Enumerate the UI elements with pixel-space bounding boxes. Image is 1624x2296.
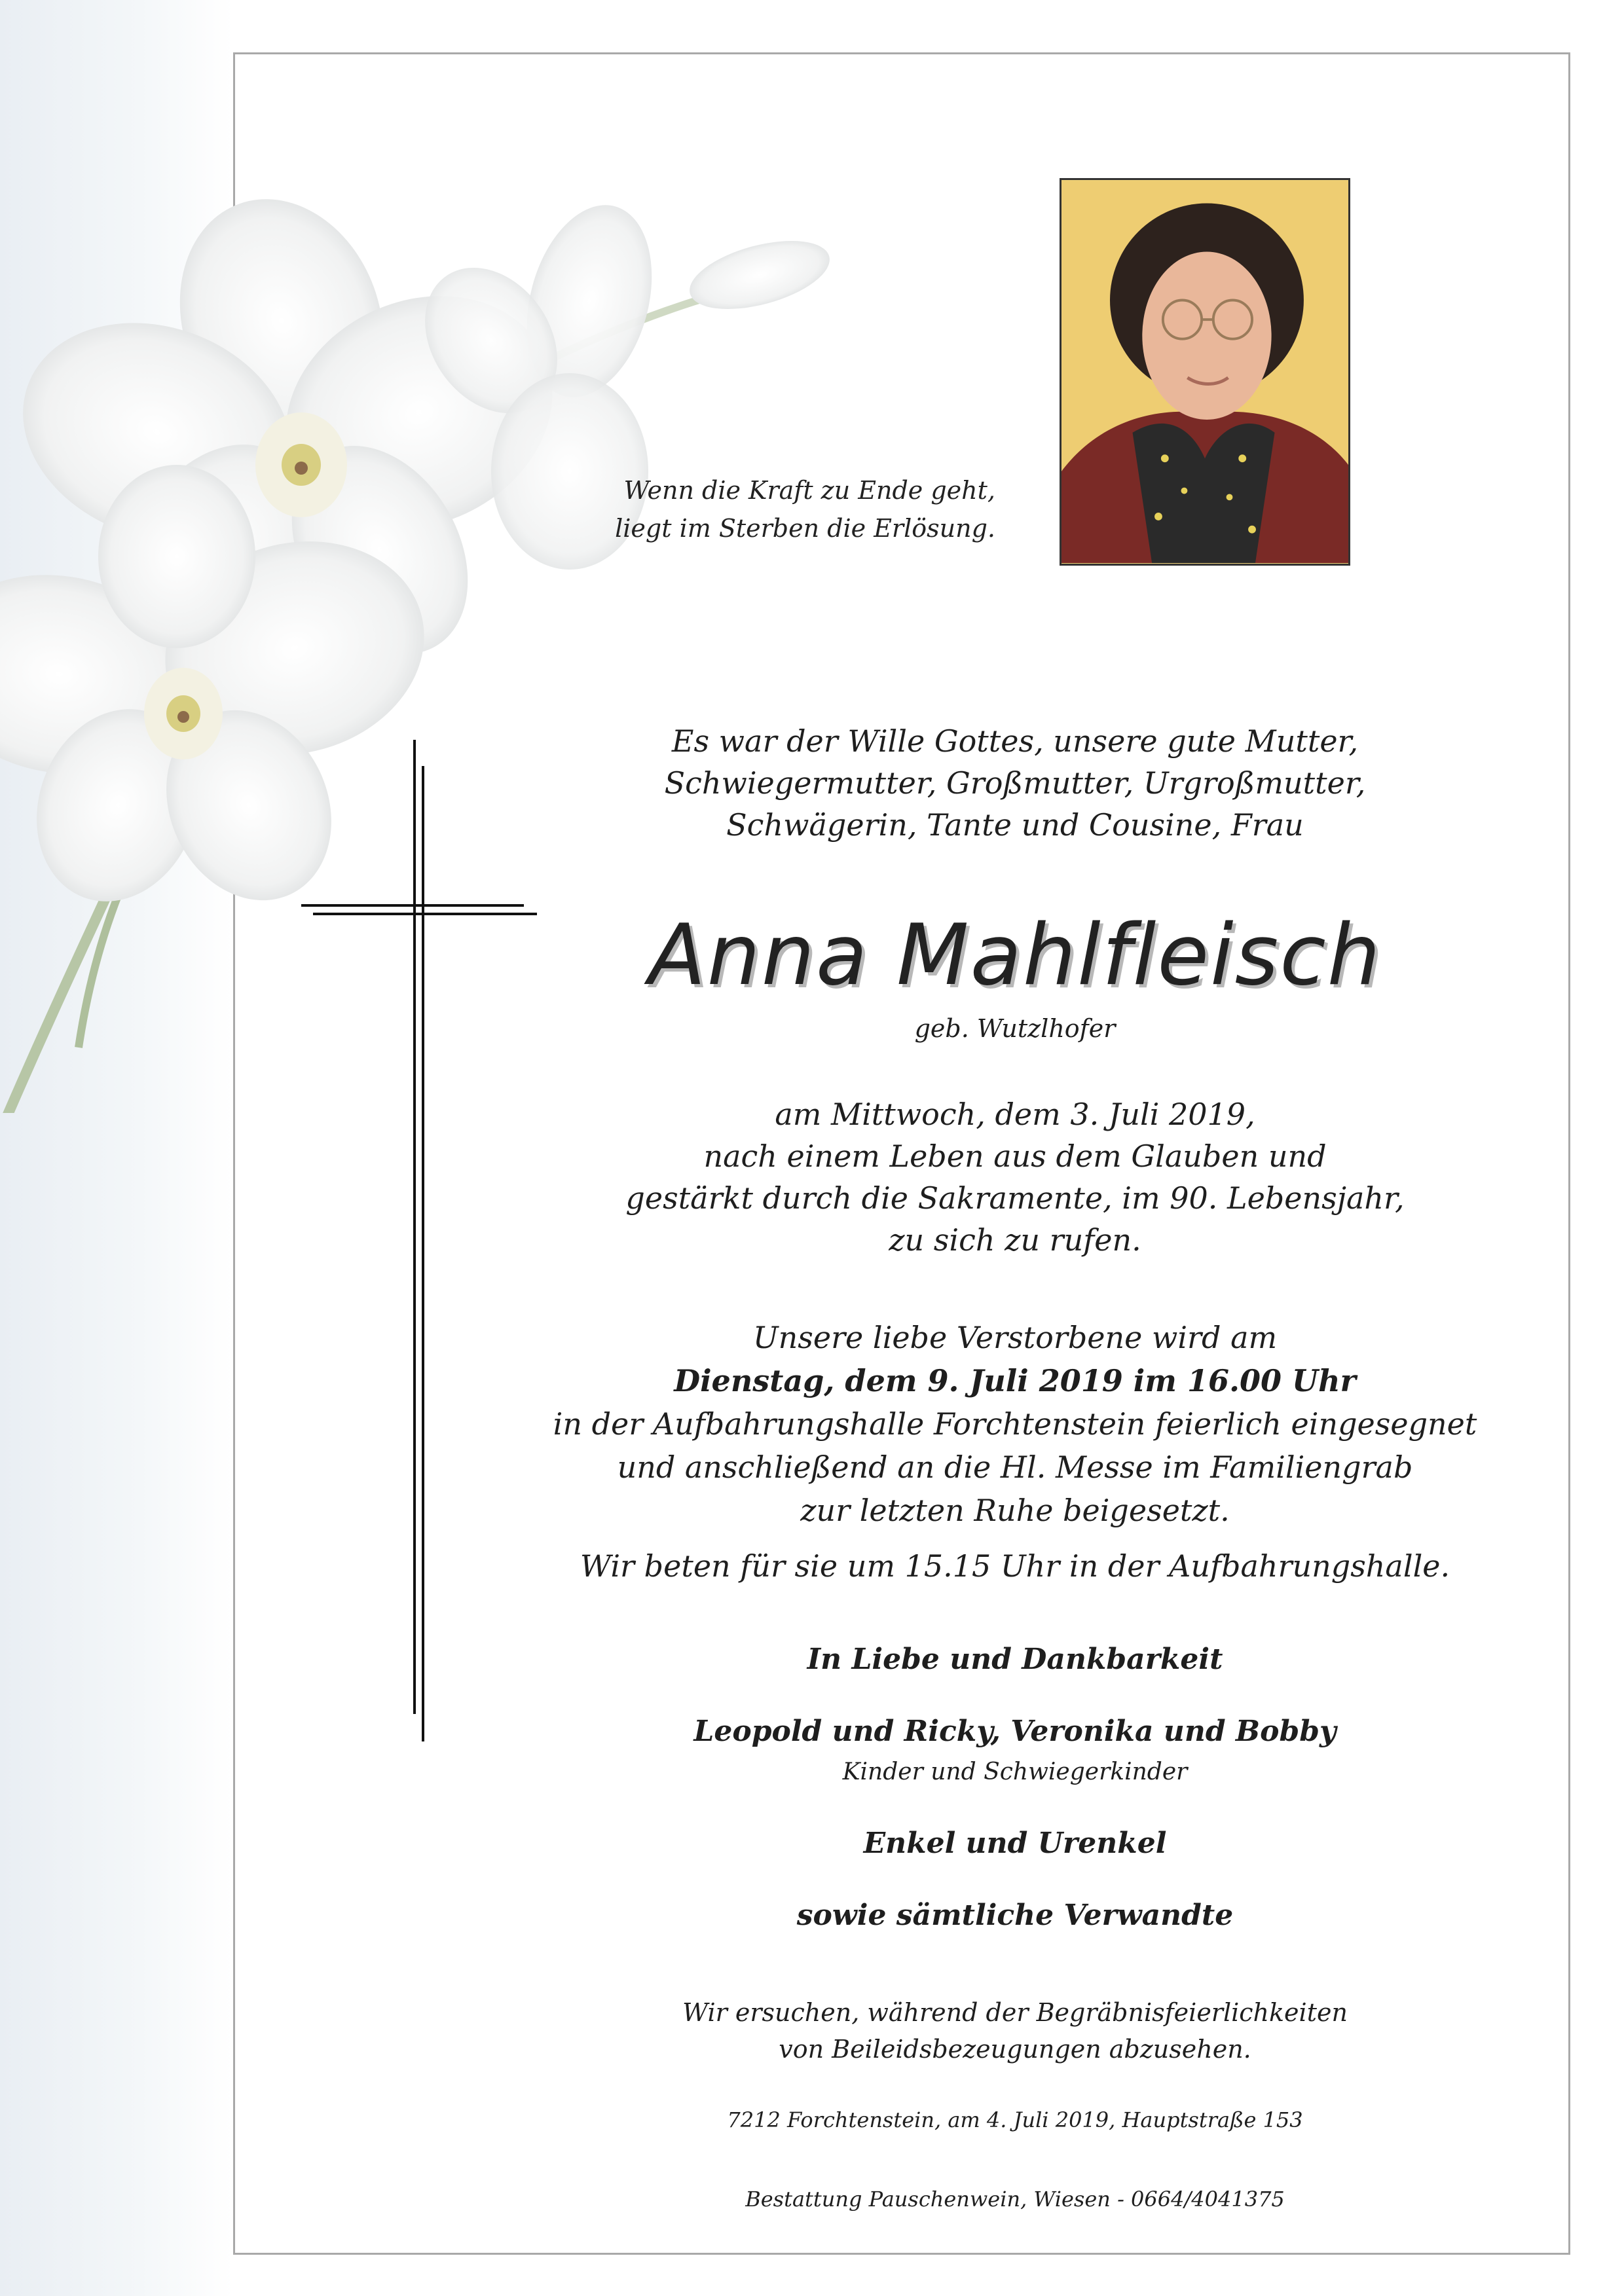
funeral-line: in der Aufbahrungshalle Forchtenstein feierlich eingesegnet	[553, 1406, 1477, 1442]
funeral-details	[550, 1316, 1480, 1532]
motto-line: liegt im Sterben die Erlösung.	[615, 514, 995, 543]
intro-line: Schwiegermutter, Großmutter, Urgroßmutter,	[664, 765, 1366, 801]
funeral-line: und anschließend an die Hl. Messe im Familiengrab	[617, 1449, 1413, 1485]
death-line: gestärkt durch die Sakramente, im 90. Lebensjahr,	[625, 1180, 1405, 1216]
motto-quote	[524, 471, 995, 547]
mourners-children: Leopold und Ricky, Veronika und Bobby	[693, 1715, 1337, 1748]
death-line: am Mittwoch, dem 3. Juli 2019,	[775, 1097, 1255, 1132]
condolence-request	[550, 1994, 1480, 2068]
mourners-relatives: sowie sämtliche Verwandte	[796, 1899, 1234, 1932]
intro-line: Schwägerin, Tante und Cousine, Frau	[726, 807, 1304, 843]
funeral-line: zur letzten Ruhe beigesetzt.	[800, 1493, 1230, 1528]
funeral-line: Unsere liebe Verstorbene wird am	[752, 1320, 1278, 1355]
maiden-name: geb. Wutzlhofer	[914, 1014, 1116, 1043]
gratitude-line: In Liebe und Dankbarkeit	[807, 1643, 1223, 1676]
intro-line: Es war der Wille Gottes, unsere gute Mutter,	[671, 723, 1359, 759]
request-line: von Beileidsbezeugungen abzusehen.	[779, 2035, 1251, 2064]
death-notice	[550, 1093, 1480, 1261]
portrait-photo	[1060, 178, 1350, 566]
death-line: nach einem Leben aus dem Glauben und	[703, 1139, 1327, 1174]
motto-line: Wenn die Kraft zu Ende geht,	[623, 476, 995, 505]
request-line: Wir ersuchen, während der Begräbnisfeierlichkeiten	[682, 1998, 1348, 2027]
mourners-children-relation: Kinder und Schwiegerkinder	[842, 1758, 1188, 1785]
prayer-notice: Wir beten für sie um 15.15 Uhr in der Aufbahrungshalle.	[580, 1548, 1450, 1584]
death-line: zu sich zu rufen.	[889, 1222, 1141, 1258]
undertaker-line: Bestattung Pauschenwein, Wiesen - 0664/4041375	[745, 2187, 1285, 2212]
funeral-date: Dienstag, dem 9. Juli 2019 im 16.00 Uhr	[674, 1363, 1356, 1398]
portrait-photo-icon	[1061, 180, 1348, 564]
announcement-intro	[550, 720, 1480, 846]
deceased-name: Anna Mahlfleisch	[648, 907, 1382, 1004]
cross-icon	[301, 740, 550, 1741]
address-line: 7212 Forchtenstein, am 4. Juli 2019, Hauptstraße 153	[727, 2107, 1303, 2132]
mourners-grandchildren: Enkel und Urenkel	[863, 1827, 1167, 1860]
